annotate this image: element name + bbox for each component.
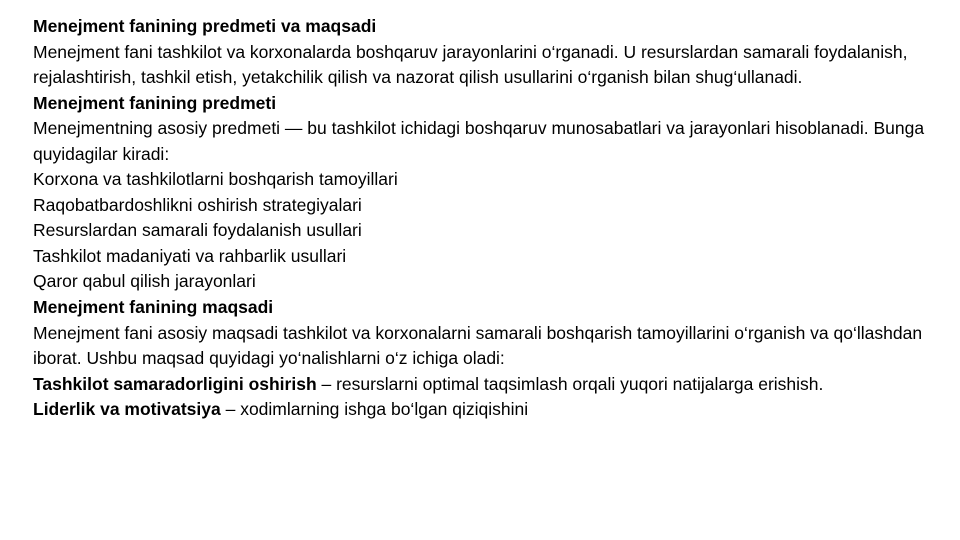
section-heading-3: Menejment fanining maqsadi [33,297,274,318]
paragraph-predmeti: Menejmentning asosiy predmeti — bu tashkilot ichidagi boshqaruv munosabatlari va jarayonlari hisoblanadi. Bunga quyidagilar kiradi: [33,118,925,164]
list-item-2: Raqobatbardoshlikni oshirish strategiyalari [33,194,362,215]
paragraph-liderlik [33,397,930,423]
document-body [33,14,930,423]
list-item-5: Qaror qabul qilish jarayonlari [33,271,256,292]
list-item-1: Korxona va tashkilotlarni boshqarish tamoyillari [33,169,398,190]
paragraph-maqsadi: Menejment fani asosiy maqsadi tashkilot va korxonalarni samarali boshqarish tamoyillarini o‘rganish va qo‘llashdan iborat. Ushbu maqsad quyidagi yo‘nalishlarni o‘z ichiga oladi: [33,322,923,369]
list-item-3: Resurslardan samarali foydalanish usullari [33,220,362,241]
bold-lead-liderlik: Liderlik va motivatsiya [33,399,221,420]
bold-lead-samaradorlik: Tashkilot samaradorligini oshirish [33,373,317,394]
text-liderlik: – xodimlarning ishga bo‘lgan qiziqishini [220,399,529,420]
paragraph-intro: Menejment fani tashkilot va korxonalarda boshqaruv jarayonlarini o‘rganadi. U resurslardan samarali foydalanish, rejalashtirish, tashkil etish, yetakchilik qilish va nazorat qilish usullarini o‘rganish bilan shug‘ullanadi. [33,41,908,88]
text-samaradorlik: – resurslarni optimal taqsimlash orqali yuqori natijalarga erishish. [316,373,824,394]
section-heading-1: Menejment fanining predmeti va maqsadi [33,16,377,36]
paragraph-samaradorlik [33,372,930,398]
section-heading-2: Menejment fanining predmeti [33,92,277,113]
list-item-4: Tashkilot madaniyati va rahbarlik usullari [33,245,347,266]
